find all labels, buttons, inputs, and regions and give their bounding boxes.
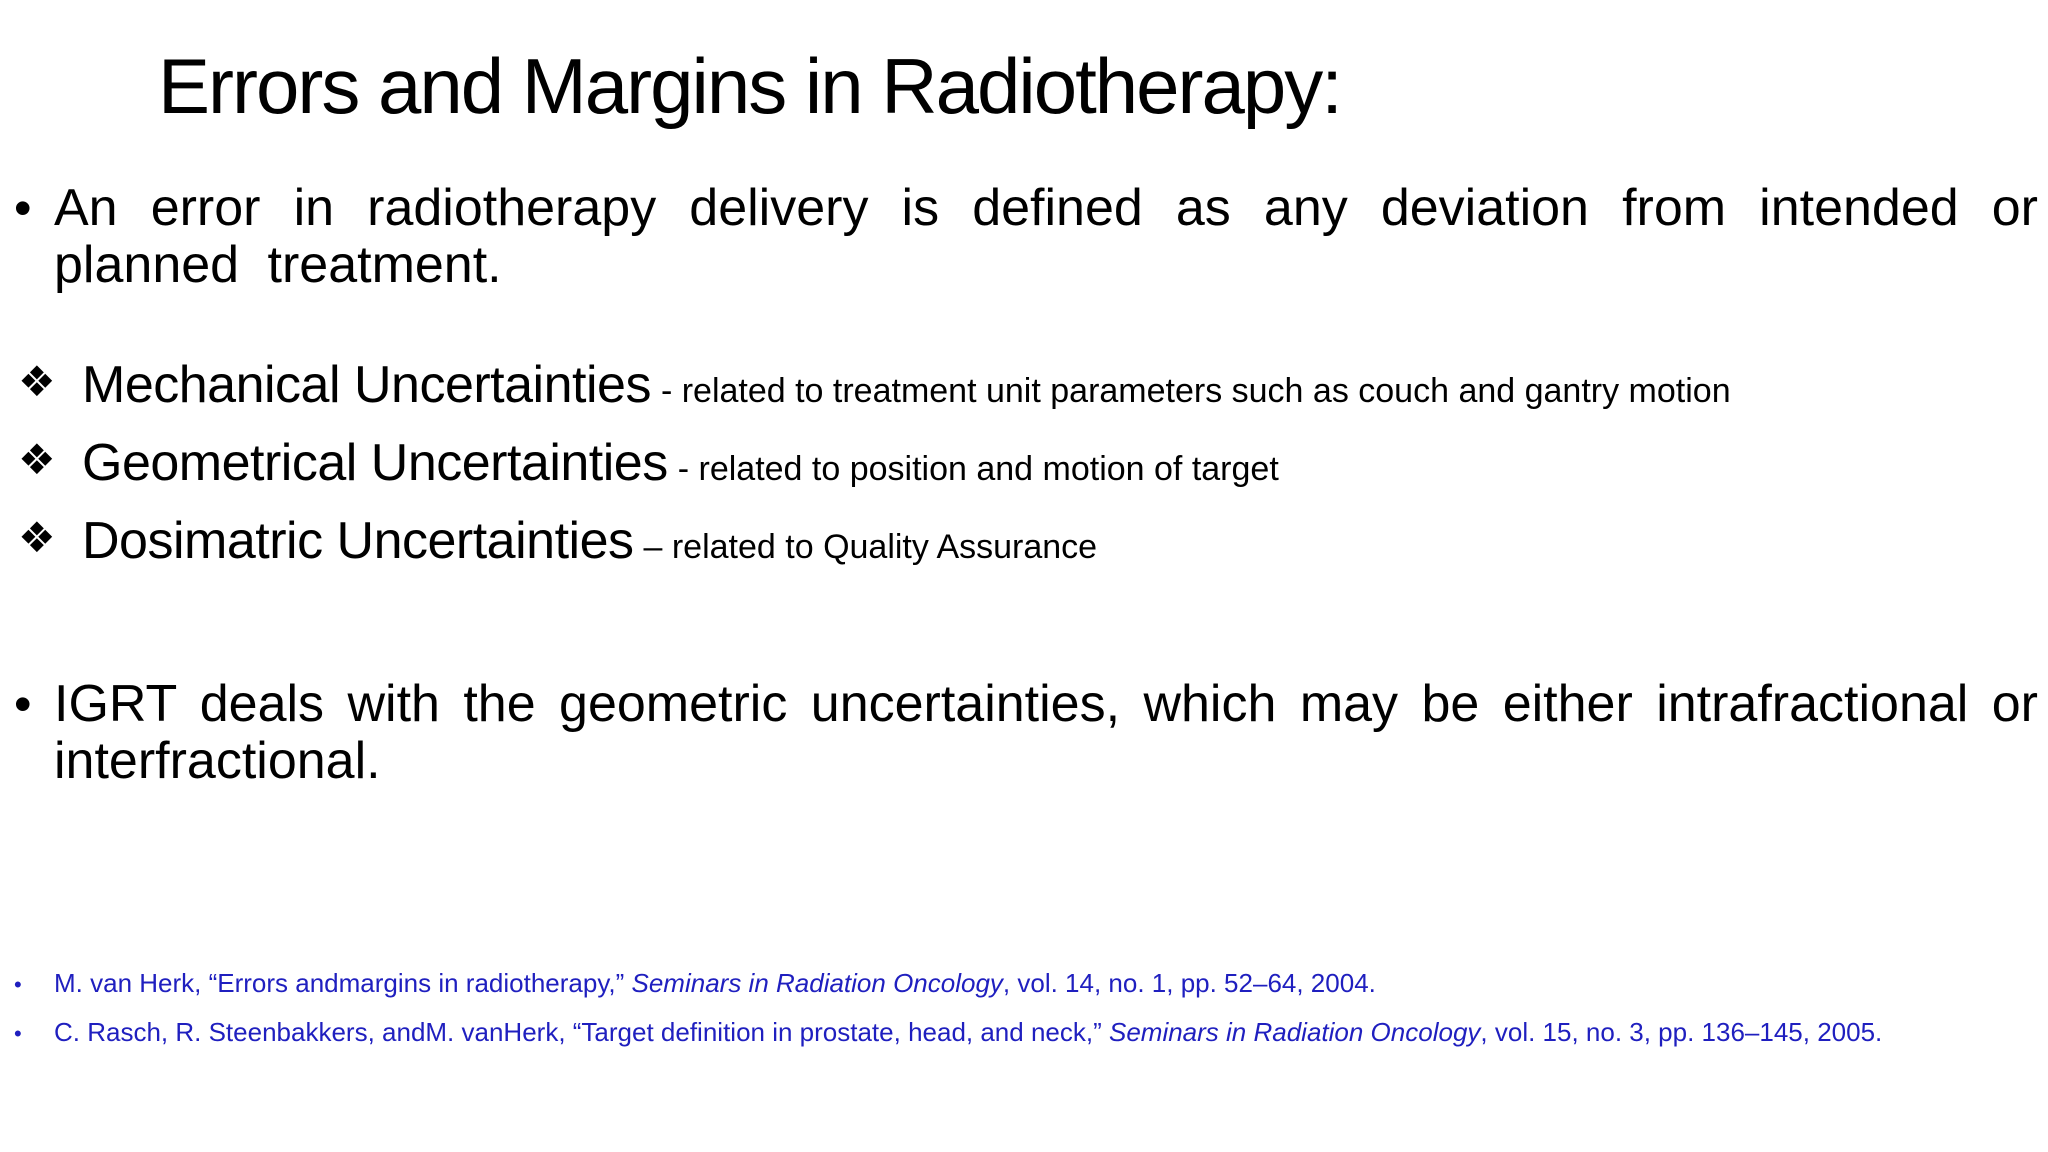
uncertainty-geometrical: [18, 433, 1279, 493]
uncertainty-title: Geometrical Uncertainties: [82, 434, 668, 492]
bullet-error-definition: [14, 180, 2038, 294]
reference-marker: •: [14, 972, 22, 997]
uncertainty-description: - related to position and motion of target: [677, 450, 1279, 488]
reference-text: [54, 1017, 1882, 1048]
reference-details: , vol. 15, no. 3, pp. 136–145, 2005.: [1480, 1017, 1883, 1047]
reference-journal: Seminars in Radiation Oncology: [1108, 1017, 1481, 1047]
bullet-text: IGRT deals with the geometric uncertainties, which may be either intrafractional or interfractional.: [54, 675, 2038, 790]
bullet-marker: •: [14, 180, 32, 236]
reference-authors-title: C. Rasch, R. Steenbakkers, andM. vanHerk, “Target definition in prostate, head, and neck,”: [54, 1017, 1109, 1047]
reference-text: [54, 968, 1376, 999]
reference-marker: •: [14, 1021, 22, 1046]
uncertainty-title: Mechanical Uncertainties: [82, 356, 651, 414]
reference-details: , vol. 14, no. 1, pp. 52–64, 2004.: [1002, 968, 1376, 998]
diamond-bullet-icon: ❖: [18, 435, 56, 484]
reference-journal: Seminars in Radiation Oncology: [631, 968, 1003, 998]
bullet-igrt: [14, 676, 2038, 790]
reference-van-herk: [14, 968, 1376, 999]
uncertainty-mechanical: [18, 355, 1731, 415]
reference-rasch: [14, 1017, 1882, 1048]
uncertainty-title: Dosimatric Uncertainties: [82, 512, 634, 570]
uncertainty-dosimatric: [18, 511, 1097, 571]
uncertainty-description: – related to Quality Assurance: [643, 528, 1098, 566]
diamond-bullet-icon: ❖: [18, 513, 56, 562]
bullet-text: An error in radiotherapy delivery is defined as any deviation from intended or planned treatment.: [54, 179, 2038, 294]
reference-authors-title: M. van Herk, “Errors andmargins in radiotherapy,”: [54, 968, 632, 998]
bullet-marker: •: [14, 676, 32, 732]
uncertainty-description: - related to treatment unit parameters such as couch and gantry motion: [660, 372, 1731, 410]
diamond-bullet-icon: ❖: [18, 357, 56, 406]
slide-title: Errors and Margins in Radiotherapy:: [158, 42, 1341, 130]
